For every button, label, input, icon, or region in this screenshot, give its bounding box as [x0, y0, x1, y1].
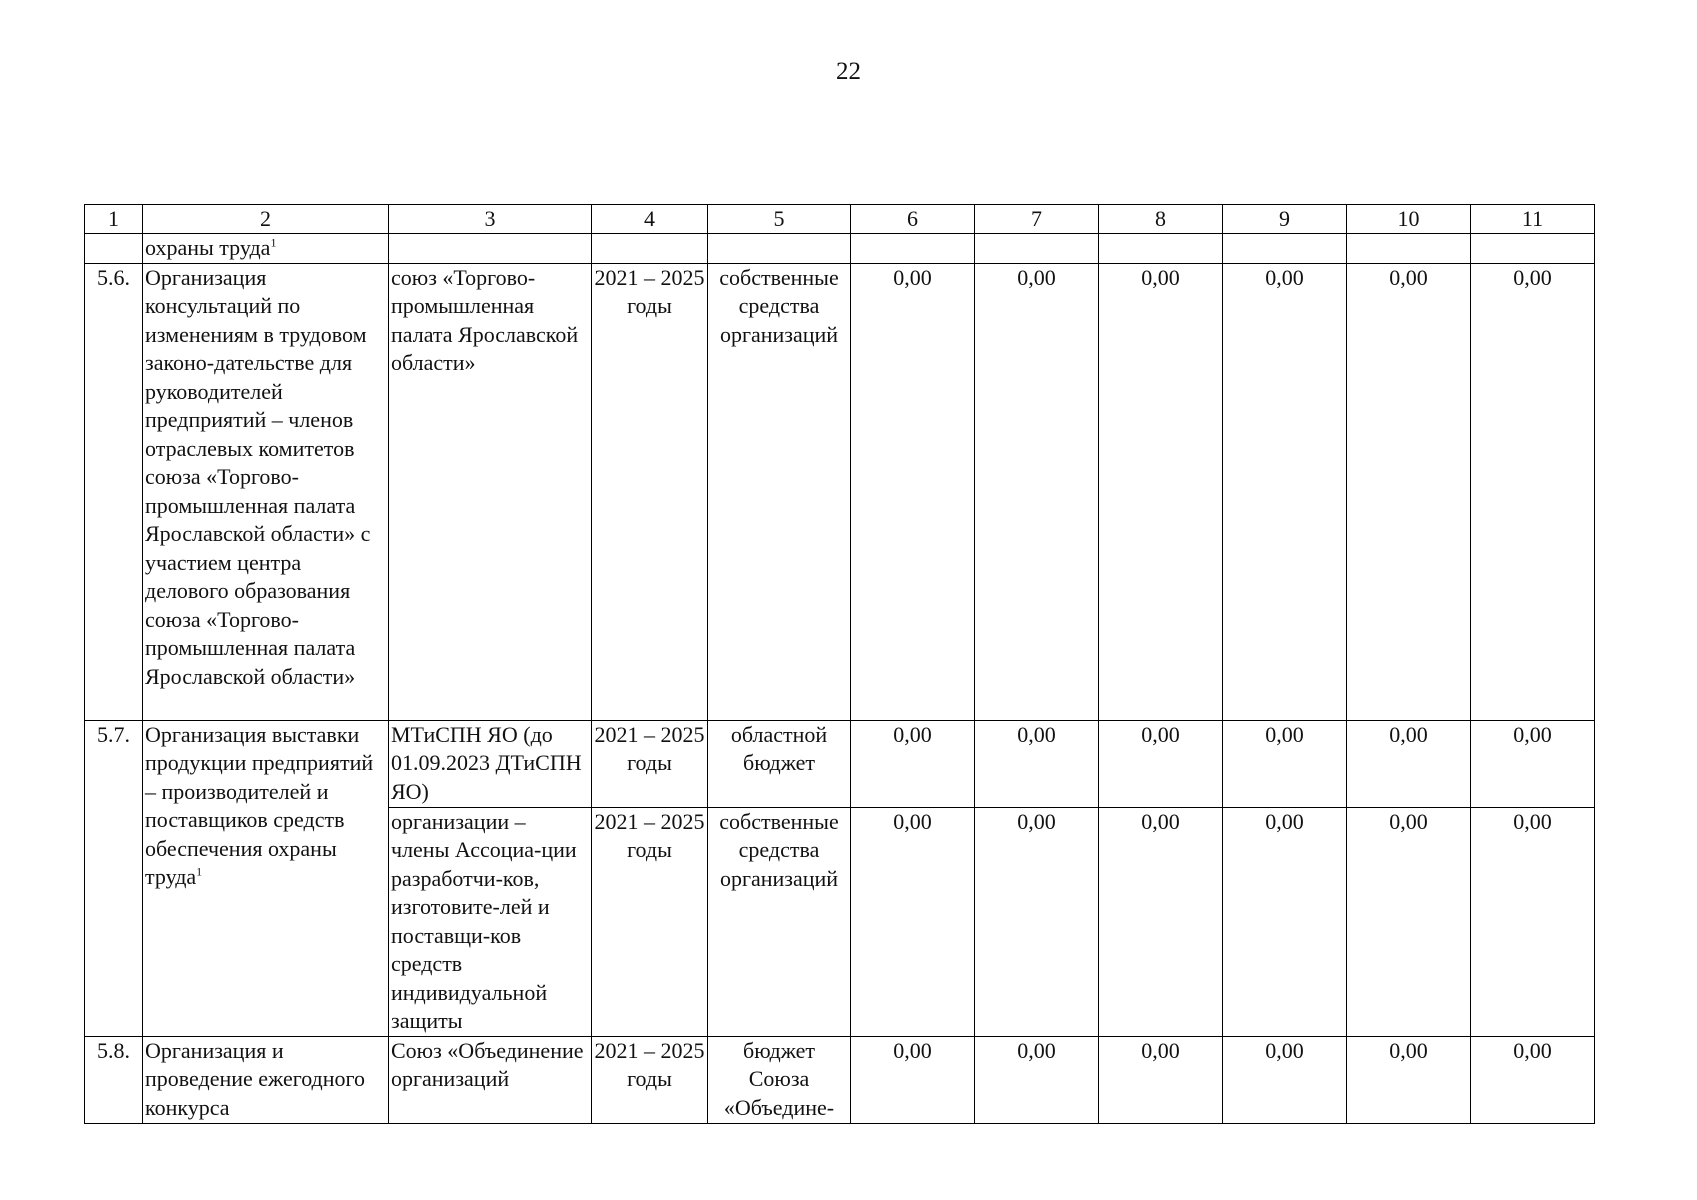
value-cell: 0,00 — [1471, 720, 1595, 807]
value-cell: 0,00 — [1099, 720, 1223, 807]
column-header: 5 — [708, 205, 851, 234]
value-cell: 0,00 — [851, 1036, 975, 1123]
executor: МТиСПН ЯО (до 01.09.2023 ДТиСПН ЯО) — [389, 720, 592, 807]
value-cell: 0,00 — [1099, 807, 1223, 1036]
value-cell: 0,00 — [851, 720, 975, 807]
table-row — [85, 720, 1595, 807]
column-header: 2 — [143, 205, 389, 234]
value-cell: 0,00 — [1099, 263, 1223, 720]
value-cell: 0,00 — [1223, 720, 1347, 807]
column-header: 6 — [851, 205, 975, 234]
measure-name: Организация выставки продукции предприятий – производителей и поставщиков средств обеспечения охраны труда$^1$ — [143, 720, 389, 1036]
period: 2021 – 2025 годы — [592, 263, 708, 720]
value-cell: 0,00 — [1471, 807, 1595, 1036]
executor: организации – члены Ассоциа-ции разработчи-ков, изготовите-лей и поставщи-ков средств индивидуальной защиты — [389, 807, 592, 1036]
column-header: 10 — [1347, 205, 1471, 234]
column-header: 9 — [1223, 205, 1347, 234]
column-header: 1 — [85, 205, 143, 234]
value-cell: 0,00 — [1347, 263, 1471, 720]
column-header: 7 — [975, 205, 1099, 234]
funding-source: собственные средства организаций — [708, 263, 851, 720]
funding-source: бюджет Союза «Объедине- — [708, 1036, 851, 1123]
value-cell: 0,00 — [975, 1036, 1099, 1123]
column-header: 11 — [1471, 205, 1595, 234]
period: 2021 – 2025 годы — [592, 807, 708, 1036]
value-cell: 0,00 — [975, 263, 1099, 720]
value-cell: 0,00 — [1347, 1036, 1471, 1123]
row-number: 5.7. — [85, 720, 143, 1036]
executor: союз «Торгово-промышленная палата Ярославской области» — [389, 263, 592, 720]
measure-name: Организация консультаций по изменениям в трудовом законо-дательстве для руководителей предприятий – членов отраслевых комитетов союза «Торгово-промышленная палата Ярославской области» с участием центра делового образования союза «Торгово-промышленная палата Ярославской области» — [143, 263, 389, 720]
program-table — [84, 204, 1595, 1124]
executor: Союз «Объединение организаций — [389, 1036, 592, 1123]
column-header-row — [85, 205, 1595, 234]
column-header: 4 — [592, 205, 708, 234]
column-header: 3 — [389, 205, 592, 234]
value-cell: 0,00 — [1223, 1036, 1347, 1123]
table-row — [85, 263, 1595, 720]
row-number: 5.8. — [85, 1036, 143, 1123]
period: 2021 – 2025 годы — [592, 720, 708, 807]
funding-source: областной бюджет — [708, 720, 851, 807]
row-number: 5.6. — [85, 263, 143, 720]
value-cell: 0,00 — [1347, 807, 1471, 1036]
value-cell: 0,00 — [975, 807, 1099, 1036]
continuation-row — [85, 234, 1595, 264]
value-cell: 0,00 — [1223, 263, 1347, 720]
value-cell: 0,00 — [851, 263, 975, 720]
value-cell: 0,00 — [851, 807, 975, 1036]
table-row — [85, 1036, 1595, 1123]
value-cell: 0,00 — [1347, 720, 1471, 807]
value-cell: 0,00 — [975, 720, 1099, 807]
funding-source: собственные средства организаций — [708, 807, 851, 1036]
column-header: 8 — [1099, 205, 1223, 234]
measure-name: Организация и проведение ежегодного конкурса — [143, 1036, 389, 1123]
value-cell: 0,00 — [1471, 263, 1595, 720]
value-cell: 0,00 — [1099, 1036, 1223, 1123]
value-cell: 0,00 — [1471, 1036, 1595, 1123]
value-cell: 0,00 — [1223, 807, 1347, 1036]
period: 2021 – 2025 годы — [592, 1036, 708, 1123]
page-number: 22 — [836, 58, 861, 85]
continuation-text: охраны труда$^1$ — [143, 234, 389, 264]
